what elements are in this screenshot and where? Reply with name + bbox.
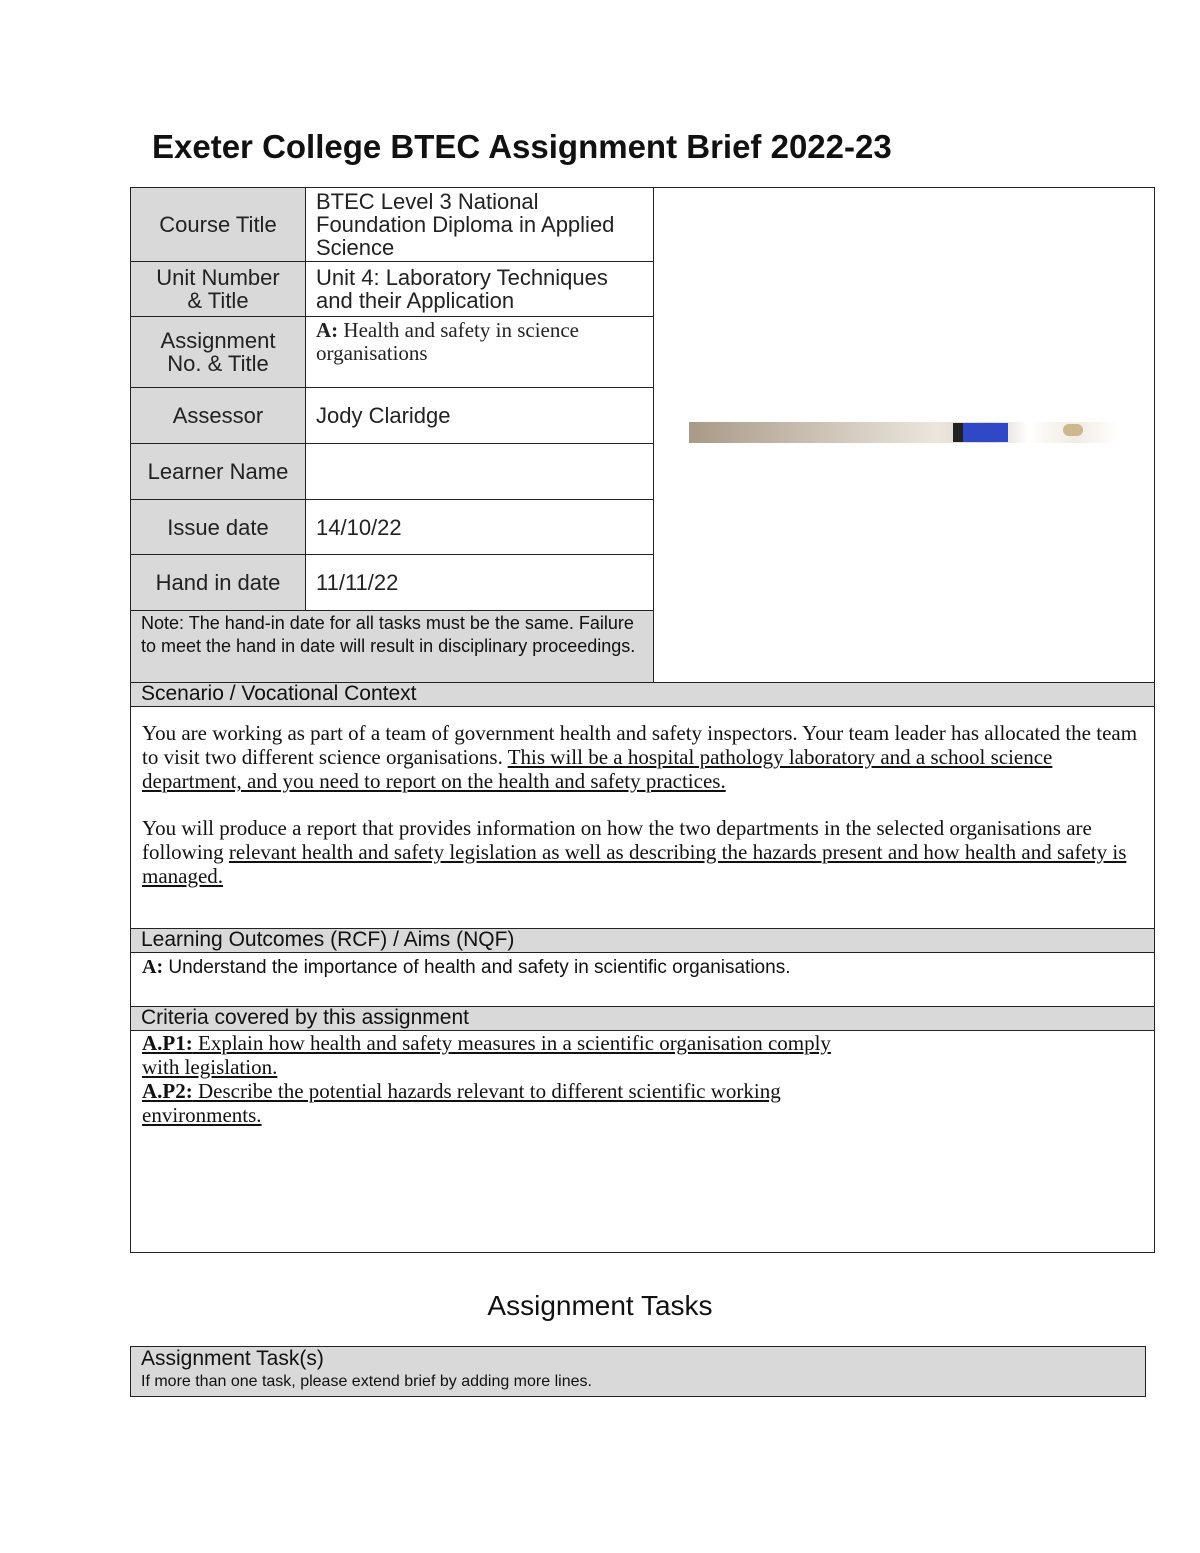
tasks-bar xyxy=(130,1346,1146,1397)
hand-in-note: Note: The hand-in date for all tasks must be the same. Failure to meet the hand in date will result in disciplinary proceedings. xyxy=(130,610,654,683)
course-title-value: BTEC Level 3 National Foundation Diploma in Applied Science xyxy=(305,187,654,262)
scenario-paragraph-2: You will produce a report that provides information on how the two departments in the selected organisations are following relevant health and safety legislation as well as describing the hazards present and how health and safety is managed. xyxy=(142,816,1127,888)
learner-label: Learner Name xyxy=(130,443,306,500)
tasks-bar-subtitle: If more than one task, please extend brief by adding more lines. xyxy=(141,1373,592,1390)
learner-value[interactable] xyxy=(305,443,654,500)
assessor-value: Jody Claridge xyxy=(305,387,654,444)
course-title-label: Course Title xyxy=(130,187,306,262)
criterion-item: A.P2: Describe the potential hazards relevant to different scientific working environments. xyxy=(142,1079,781,1127)
lab-photo-chair xyxy=(953,423,1008,442)
tasks-bar-title: Assignment Task(s) xyxy=(141,1347,324,1370)
hand-in-date-label: Hand in date xyxy=(130,554,306,611)
criteria-heading: Criteria covered by this assignment xyxy=(130,1006,1155,1031)
outcome-code: A: xyxy=(142,956,164,978)
unit-value: Unit 4: Laboratory Techniques and their Application xyxy=(305,261,654,317)
unit-label: Unit Number & Title xyxy=(130,261,306,317)
scenario-heading: Scenario / Vocational Context xyxy=(130,682,1155,707)
outcome-text: Understand the importance of health and safety in scientific organisations. xyxy=(168,957,791,978)
issue-date-label: Issue date xyxy=(130,499,306,555)
scenario-paragraph-1: You are working as part of a team of government health and safety inspectors. Your team leader has allocated the team to visit two different science organisations. This will be a hospital pathology laboratory and a school science department, and you need to report on the health and safety practices. xyxy=(142,721,1138,793)
assignment-value xyxy=(305,316,654,388)
assignment-tasks-heading: Assignment Tasks xyxy=(487,1290,713,1321)
issue-date-value: 14/10/22 xyxy=(305,499,654,555)
outcomes-heading: Learning Outcomes (RCF) / Aims (NQF) xyxy=(130,928,1155,953)
criterion-item: A.P1: Explain how health and safety measures in a scientific organisation comply with legislation. xyxy=(142,1031,831,1079)
lab-photo-object xyxy=(1063,424,1083,436)
lab-photo xyxy=(689,422,1118,443)
assignment-title: Health and safety in science organisations xyxy=(316,318,579,365)
assessor-label: Assessor xyxy=(130,387,306,444)
outcomes-body xyxy=(130,952,1155,1007)
hand-in-date-value: 11/11/22 xyxy=(305,554,654,611)
criteria-body xyxy=(130,1030,1155,1253)
assignment-code: A: xyxy=(316,318,339,342)
page-title: Exeter College BTEC Assignment Brief 2022-23 xyxy=(152,128,892,165)
assignment-label: Assignment No. & Title xyxy=(130,316,306,388)
scenario-body xyxy=(130,706,1155,929)
